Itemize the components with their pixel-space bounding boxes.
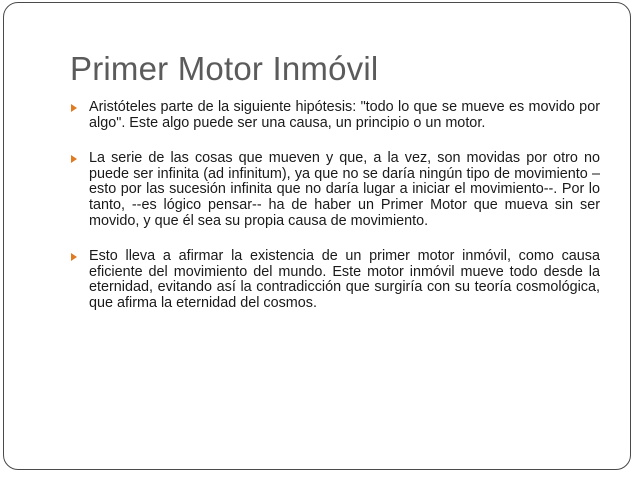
bullet-list <box>70 100 600 332</box>
bullet-text: Aristóteles parte de la siguiente hipótesis: "todo lo que se mueve es movido por algo". Este algo puede ser una causa, un principio o un motor. <box>89 99 600 131</box>
bullet-arrow-icon <box>71 155 77 163</box>
bullet-item <box>70 151 600 229</box>
bullet-arrow-icon <box>71 104 77 112</box>
bullet-arrow-icon <box>71 253 77 261</box>
slide-title: Primer Motor Inmóvil <box>70 50 379 87</box>
bullet-item <box>70 249 600 311</box>
bullet-text: La serie de las cosas que mueven y que, a la vez, son movidas por otro no puede ser infinita (ad infinitum), ya que no se daría ningún tipo de movimiento –esto por las sucesión infinita que no daría lugar a iniciar el movimiento--. Por lo tanto, --es lógico pensar-- ha de haber un Primer Motor que mueva sin ser movido, y que él sea su propia causa de movimiento. <box>89 150 600 229</box>
bullet-text: Esto lleva a afirmar la existencia de un primer motor inmóvil, como causa eficiente del movimiento del mundo. Este motor inmóvil mueve todo desde la eternidad, evitando así la contradicción que surgiría con su teoría cosmológica, que afirma la eternidad del cosmos. <box>89 248 600 311</box>
bullet-item <box>70 100 600 131</box>
